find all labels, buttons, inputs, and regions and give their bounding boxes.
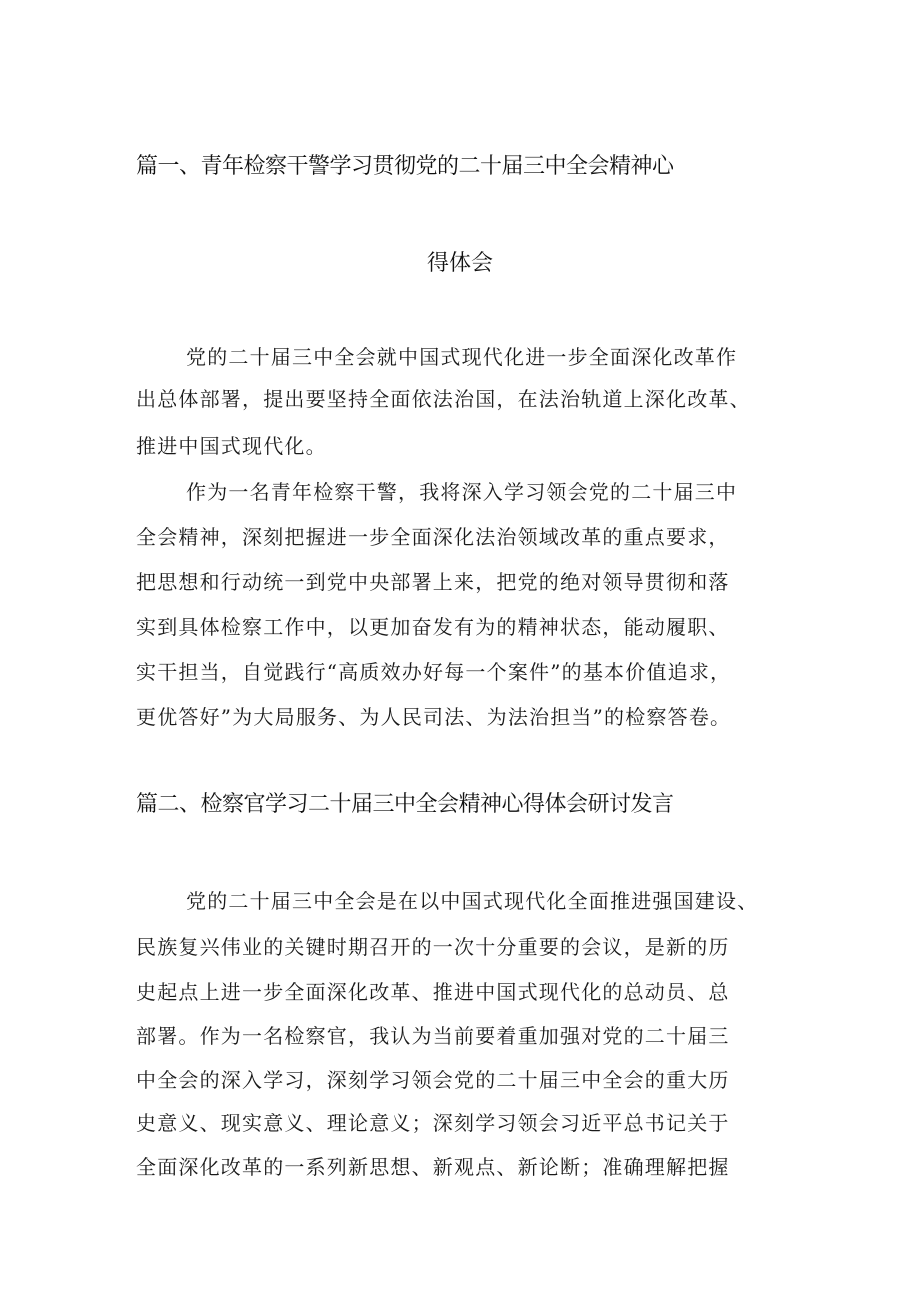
paragraph-line: 全会精神，深刻把握进一步全面深化法治领域改革的重点要求， <box>136 525 730 549</box>
paragraph-line: 作为一名青年检察干警，我将深入学习领会党的二十届三中 <box>186 480 738 504</box>
paragraph-line: 史起点上进一步全面深化改革、推进中国式现代化的总动员、总 <box>136 980 730 1004</box>
paragraph-line: 全面深化改革的一系列新思想、新观点、新论断；准确理解把握 <box>136 1155 730 1179</box>
paragraph-line: 实到具体检察工作中，以更加奋发有为的精神状态，能动履职、 <box>136 615 730 639</box>
paragraph-line: 民族复兴伟业的关键时期召开的一次十分重要的会议，是新的历 <box>136 935 730 959</box>
section1-title-line2: 得体会 <box>426 251 493 276</box>
paragraph-line: 更优答好”为大局服务、为人民司法、为法治担当”的检察答卷。 <box>136 705 732 729</box>
paragraph-line: 把思想和行动统一到党中央部署上来，把党的绝对领导贯彻和落 <box>136 570 730 594</box>
paragraph-line: 党的二十届三中全会是在以中国式现代化全面推进强国建设、 <box>186 889 759 913</box>
paragraph-line: 出总体部署，提出要坚持全面依法治国，在法治轨道上深化改革、 <box>136 387 751 411</box>
paragraph-line: 党的二十届三中全会就中国式现代化进一步全面深化改革作 <box>186 345 738 369</box>
section1-title-line1: 篇一、青年检察干警学习贯彻党的二十届三中全会精神心 <box>136 154 674 179</box>
paragraph-line: 实干担当，自觉践行“高质效办好每一个案件”的基本价值追求， <box>136 660 732 684</box>
paragraph-line: 中全会的深入学习，深刻学习领会党的二十届三中全会的重大历 <box>136 1068 730 1092</box>
paragraph-line: 史意义、现实意义、理论意义；深刻学习领会习近平总书记关于 <box>136 1111 730 1135</box>
paragraph-line: 部署。作为一名检察官，我认为当前要着重加强对党的二十届三 <box>136 1024 730 1048</box>
paragraph-line: 推进中国式现代化。 <box>136 434 327 458</box>
section2-title: 篇二、检察官学习二十届三中全会精神心得体会研讨发言 <box>136 792 674 817</box>
